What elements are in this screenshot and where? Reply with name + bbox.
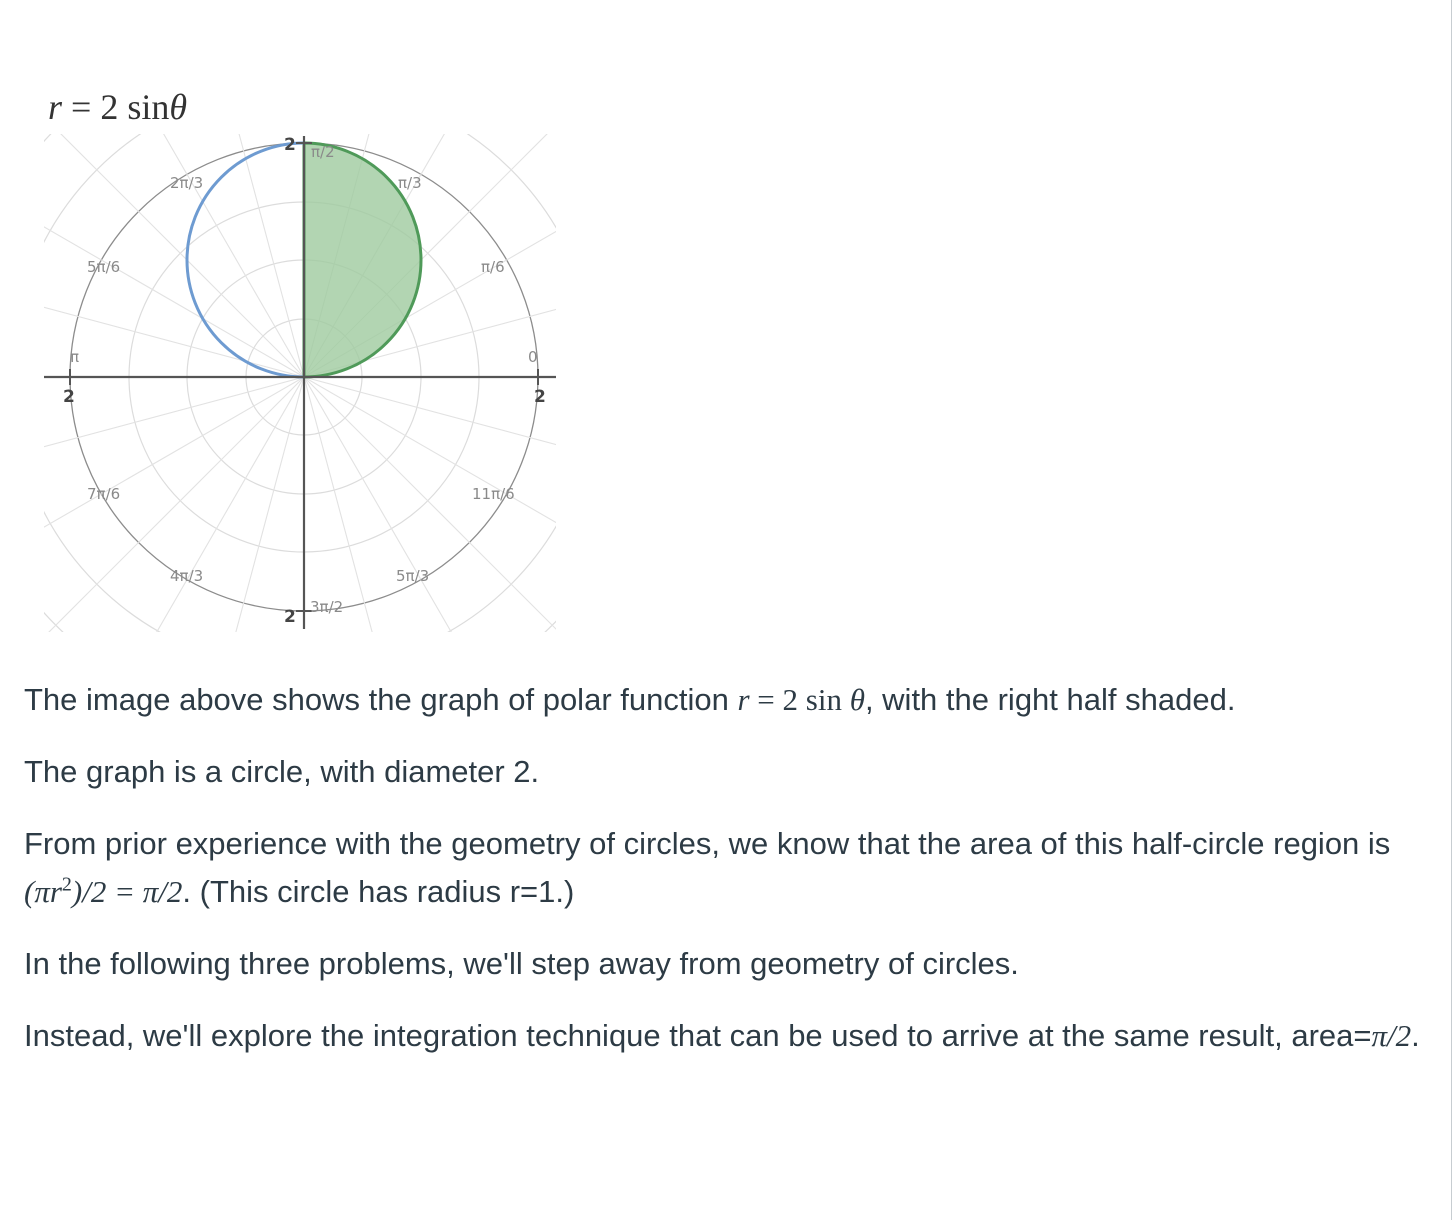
polar-plot [40, 84, 560, 634]
angle-label-3pi-2: 3π/2 [310, 598, 344, 616]
title-equals: = [71, 87, 92, 127]
axis-label-right: 2 [534, 387, 546, 407]
axis-label-left: 2 [63, 387, 75, 407]
angle-label-pi-2: π/2 [311, 143, 335, 161]
page-right-border [1451, 0, 1452, 1220]
title-rhs: 2 sin [100, 87, 170, 127]
p3-math-exponent: 2 [61, 873, 72, 896]
circle-left-half [187, 143, 304, 377]
title-theta: θ [169, 87, 188, 127]
paragraph-area-geometry [24, 820, 1424, 916]
p3-math-part2: )/2 = π/2 [71, 874, 183, 909]
axis-label-top: 2 [284, 135, 296, 155]
p5-math-result: π/2 [1371, 1018, 1412, 1053]
axis-label-bottom: 2 [284, 607, 296, 627]
angle-label-2pi-3: 2π/3 [170, 174, 204, 192]
paragraph-circle-diameter: The graph is a circle, with diameter 2. [24, 754, 540, 789]
p1-math-eq: = 2 sin [749, 682, 850, 717]
angle-label-pi: π [70, 348, 80, 366]
p3-text-end: . (This circle has radius r=1.) [182, 874, 575, 909]
p1-text-start: The image above shows the graph of polar function [24, 682, 738, 717]
p5-text-start: Instead, we'll explore the integration technique that can be used to arrive at the same result, area= [24, 1018, 1372, 1053]
p3-text-start: From prior experience with the geometry of circles, we know that the area of this half-circle region is [24, 826, 1391, 861]
p3-math-part1: (πr [24, 874, 62, 909]
angle-label-0: 0 [528, 348, 538, 366]
angle-label-11pi-6: 11π/6 [472, 485, 515, 503]
p5-text-end: . [1411, 1018, 1420, 1053]
angle-label-pi-6: π/6 [481, 258, 505, 276]
angle-label-7pi-6: 7π/6 [87, 485, 121, 503]
paragraph-graph-description [24, 676, 1424, 724]
angle-label-5pi-6: 5π/6 [87, 258, 121, 276]
angle-label-pi-3: π/3 [398, 174, 422, 192]
angle-label-5pi-3: 5π/3 [396, 567, 430, 585]
p1-math-r: r [737, 682, 750, 717]
paragraph-following-problems: In the following three problems, we'll step away from geometry of circles. [24, 946, 1019, 981]
p1-math-theta: θ [849, 682, 865, 717]
title-r: r [48, 87, 63, 127]
paragraph-integration-technique [24, 1012, 1424, 1060]
explanation-text [24, 676, 1424, 1084]
grid-circles [40, 84, 560, 634]
p1-text-end: , with the right half shaded. [864, 682, 1236, 717]
angle-label-4pi-3: 4π/3 [170, 567, 204, 585]
polar-graph-figure [40, 84, 560, 634]
